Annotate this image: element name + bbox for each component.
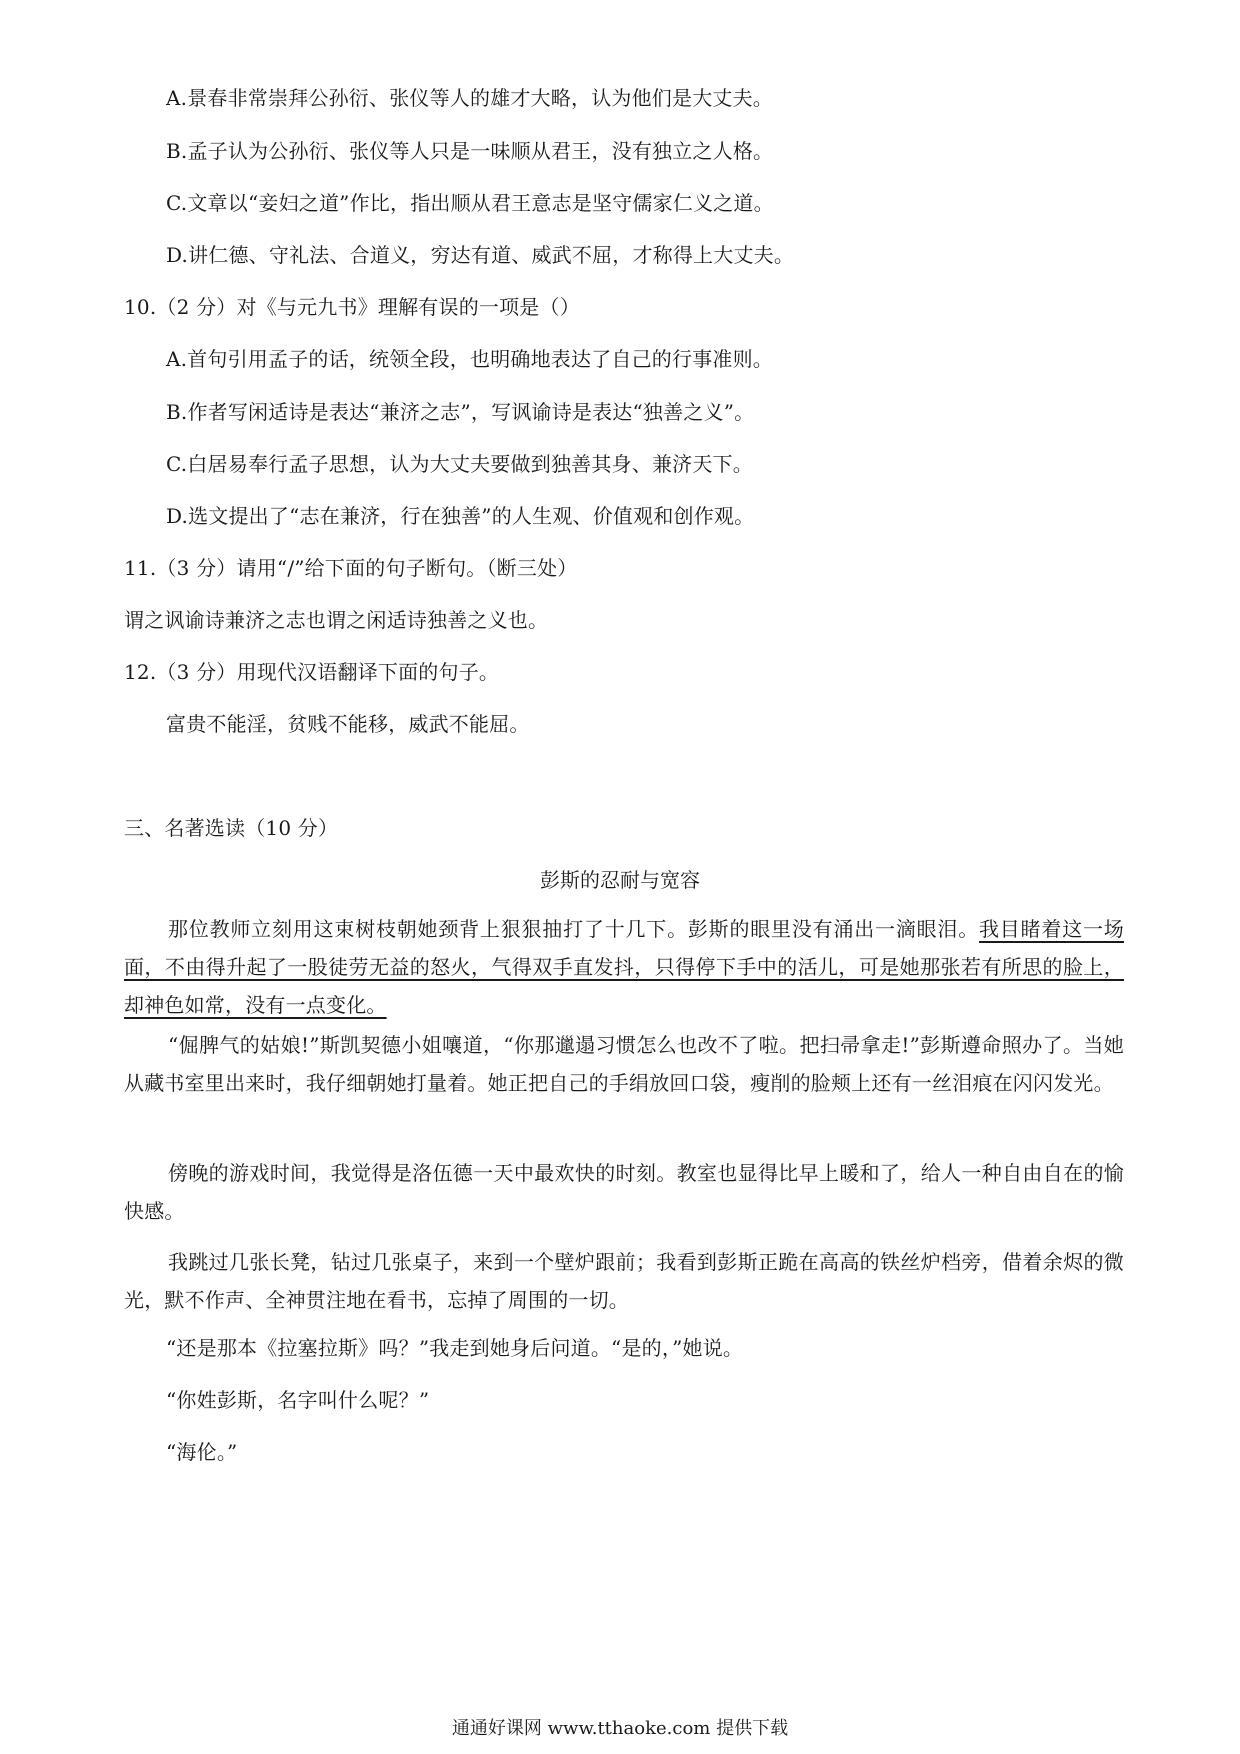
passage-paragraph-2: “倔脾气的姑娘!”斯凯契德小姐嚷道，“你那邋遢习惯怎么也改不了啦。把扫帚拿走!”彭斯遵命照办了。当她从藏书室里出来时，我仔细朝她打量着。她正把自己的手绢放回口袋，瘦削的脸颊上还有一丝泪痕在闪闪发光。 (124, 1033, 1124, 1095)
q10-option-a: A.首句引用孟子的话，统领全段，也明确地表达了自己的行事准则。 (166, 347, 774, 371)
passage-paragraph-5: “还是那本《拉塞拉斯》吗？”我走到她身后问道。“是的，”她说。 (166, 1336, 744, 1360)
passage-paragraph-1-plain: 那位教师立刻用这束树枝朝她颈背上狠狠抽打了十几下。彭斯的眼里没有涌出一滴眼泪。 (168, 917, 980, 941)
q11-stem: 11.（3 分）请用“/”给下面的句子断句。（断三处） (124, 556, 578, 580)
q10-option-b: B.作者写闲适诗是表达“兼济之志”，写讽谕诗是表达“独善之义”。 (166, 400, 755, 424)
page-footer: 通通好课网 www.tthaoke.com 提供下载 (451, 1718, 789, 1739)
q9-option-a: A.景春非常崇拜公孙衍、张仪等人的雄才大略，认为他们是大丈夫。 (166, 86, 774, 110)
section-heading: 三、名著选读（10 分） (124, 816, 339, 840)
passage-paragraph-4: 我跳过几张长凳，钻过几张桌子，来到一个壁炉跟前；我看到彭斯正跪在高高的铁丝炉档旁，借着余烬的微光，默不作声、全神贯注地在看书，忘掉了周围的一切。 (124, 1250, 1124, 1312)
q10-stem: 10.（2 分）对《与元九书》理解有误的一项是（） (124, 295, 580, 319)
passage-paragraph-7: “海伦。” (166, 1440, 238, 1464)
q10-option-d: D.选文提出了“志在兼济，行在独善”的人生观、价值观和创作观。 (166, 504, 755, 528)
q11-sentence: 谓之讽谕诗兼济之志也谓之闲适诗独善之义也。 (124, 608, 549, 632)
passage-paragraph-6: “你姓彭斯，名字叫什么呢？” (166, 1388, 430, 1412)
passage-title: 彭斯的忍耐与宽容 (540, 868, 700, 892)
q12-sentence: 富贵不能淫，贫贱不能移，威武不能屈。 (166, 712, 530, 736)
q10-option-c: C.白居易奉行孟子思想，认为大丈夫要做到独善其身、兼济天下。 (166, 452, 753, 476)
q9-option-b: B.孟子认为公孙衍、张仪等人只是一味顺从君王，没有独立之人格。 (166, 139, 774, 163)
underlined-passage: 我目睹着这一场面，不由得升起了一股徒劳无益的怒火，气得双手直发抖，只得停下手中的活儿，可是她那张若有所思的脸上，却神色如常，没有一点变化。 (124, 917, 1124, 1017)
q9-option-d: D.讲仁德、守礼法、合道义，穷达有道、威武不屈，才称得上大丈夫。 (166, 243, 795, 267)
q12-stem: 12.（3 分）用现代汉语翻译下面的句子。 (124, 660, 500, 684)
passage-paragraph-3: 傍晚的游戏时间，我觉得是洛伍德一天中最欢快的时刻。教室也显得比早上暖和了，给人一种自由自在的愉快感。 (124, 1161, 1124, 1223)
passage-paragraph-1 (124, 910, 1124, 1024)
q9-option-c: C.文章以“妾妇之道”作比，指出顺从君王意志是坚守儒家仁义之道。 (166, 191, 774, 215)
